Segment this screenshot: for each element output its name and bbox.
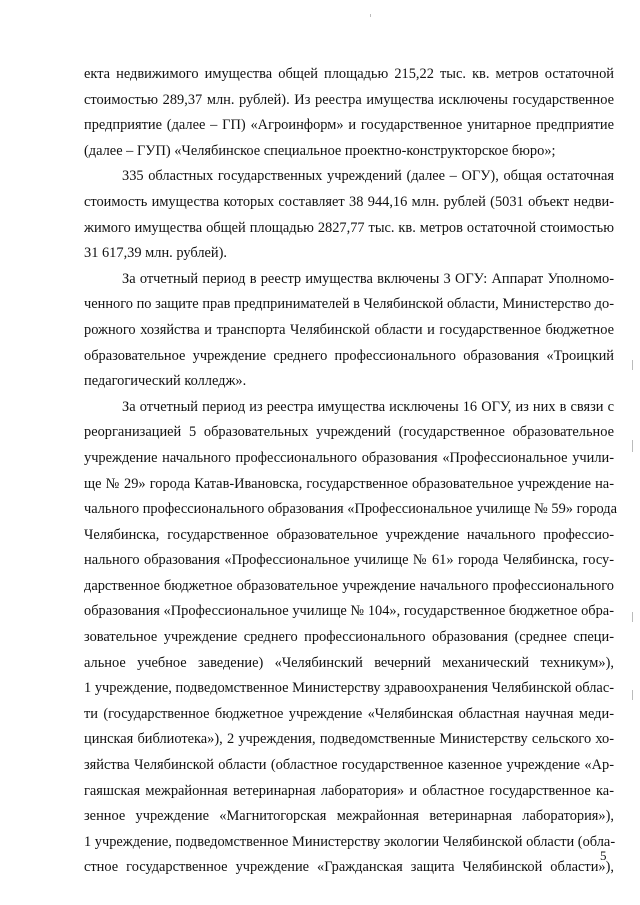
text-line: стоимостью 289,37 млн. рублей). Из реестра имущества исключены государственное: [84, 91, 614, 108]
paragraph: [84, 267, 614, 395]
text-line: ченного по защите прав предпринимателей в Челябинской области, Министерство до-: [84, 296, 614, 313]
scan-speck: [632, 440, 633, 452]
scan-speck: [632, 690, 633, 700]
scan-speck: [370, 14, 371, 17]
text-line: нального образования «Профессиональное училище № 61» города Челябинска, госу-: [84, 552, 614, 569]
text-line: учреждение начального профессионального образования «Профессиональное учили-: [84, 449, 614, 466]
text-line: 1 учреждение, подведомственное Министерству экологии Челябинской области (обла-: [84, 833, 616, 850]
paragraph: [84, 62, 614, 164]
text-line: зенное учреждение «Магнитогорская межрайонная ветеринарная лаборатория»),: [84, 808, 614, 825]
scan-speck: [632, 360, 633, 370]
text-line: предприятие (далее – ГП) «Агроинформ» и государственное унитарное предприятие: [84, 117, 614, 134]
text-line: 335 областных государственных учреждений (далее – ОГУ), общая остаточная: [122, 168, 614, 185]
text-line: альное учебное заведение) «Челябинский вечерний механический техникум»),: [84, 654, 614, 671]
page-number: 5: [600, 848, 607, 863]
text-line: чального профессионального образования «Профессиональное училище № 59» города: [84, 501, 618, 518]
paragraph: [84, 395, 618, 881]
text-line: образования «Профессиональное училище № 104», государственное бюджетное обра-: [84, 603, 614, 620]
body-text: [84, 62, 618, 881]
text-line: 31 617,39 млн. рублей).: [84, 245, 227, 262]
text-line: Челябинска, государственное образовательное учреждение начального профессио-: [84, 526, 614, 543]
scan-speck: [632, 612, 633, 622]
text-line: екта недвижимого имущества общей площадью 215,22 тыс. кв. метров остаточной: [84, 66, 614, 82]
text-line: За отчетный период в реестр имущества включены 3 ОГУ: Аппарат Уполномо-: [122, 270, 614, 287]
text-line: 1 учреждение, подведомственное Министерству здравоохранения Челябинской облас-: [84, 680, 614, 697]
text-line: педагогический колледж».: [84, 373, 247, 390]
text-line: ти (государственное бюджетное учреждение «Челябинская областная научная меди-: [84, 705, 614, 722]
text-line: реорганизацией 5 образовательных учреждений (государственное образовательное: [84, 424, 614, 441]
text-line: стоимость имущества которых составляет 38 944,16 млн. рублей (5031 объект недви-: [84, 193, 614, 210]
text-line: За отчетный период из реестра имущества исключены 16 ОГУ, из них в связи с: [122, 398, 614, 415]
text-line: рожного хозяйства и транспорта Челябинской области и государственное бюджетное: [84, 321, 614, 338]
text-line: жимого имущества общей площадью 2827,77 тыс. кв. метров остаточной стоимостью: [84, 219, 614, 236]
text-line: цинская библиотека»), 2 учреждения, подведомственные Министерству сельского хо-: [84, 731, 614, 748]
paragraph: [84, 164, 614, 266]
text-line: дарственное бюджетное образовательное учреждение начального профессионального: [84, 577, 614, 594]
text-line: гаяшская межрайонная ветеринарная лаборатория» и областное государственное ка-: [84, 782, 614, 799]
text-line: зяйства Челябинской области (областное государственное казенное учреждение «Ар-: [84, 757, 614, 774]
text-line: стное государственное учреждение «Гражданская защита Челябинской области»),: [84, 859, 614, 876]
text-line: (далее – ГУП) «Челябинское специальное проектно-конструкторское бюро»;: [84, 142, 556, 159]
text-line: образовательное учреждение среднего профессионального образования «Троицкий: [84, 347, 614, 364]
text-line: ще № 29» города Катав-Ивановска, государственное образовательное учреждение на-: [84, 475, 614, 492]
text-line: зовательное учреждение среднего профессионального образования (среднее специ-: [84, 629, 614, 646]
